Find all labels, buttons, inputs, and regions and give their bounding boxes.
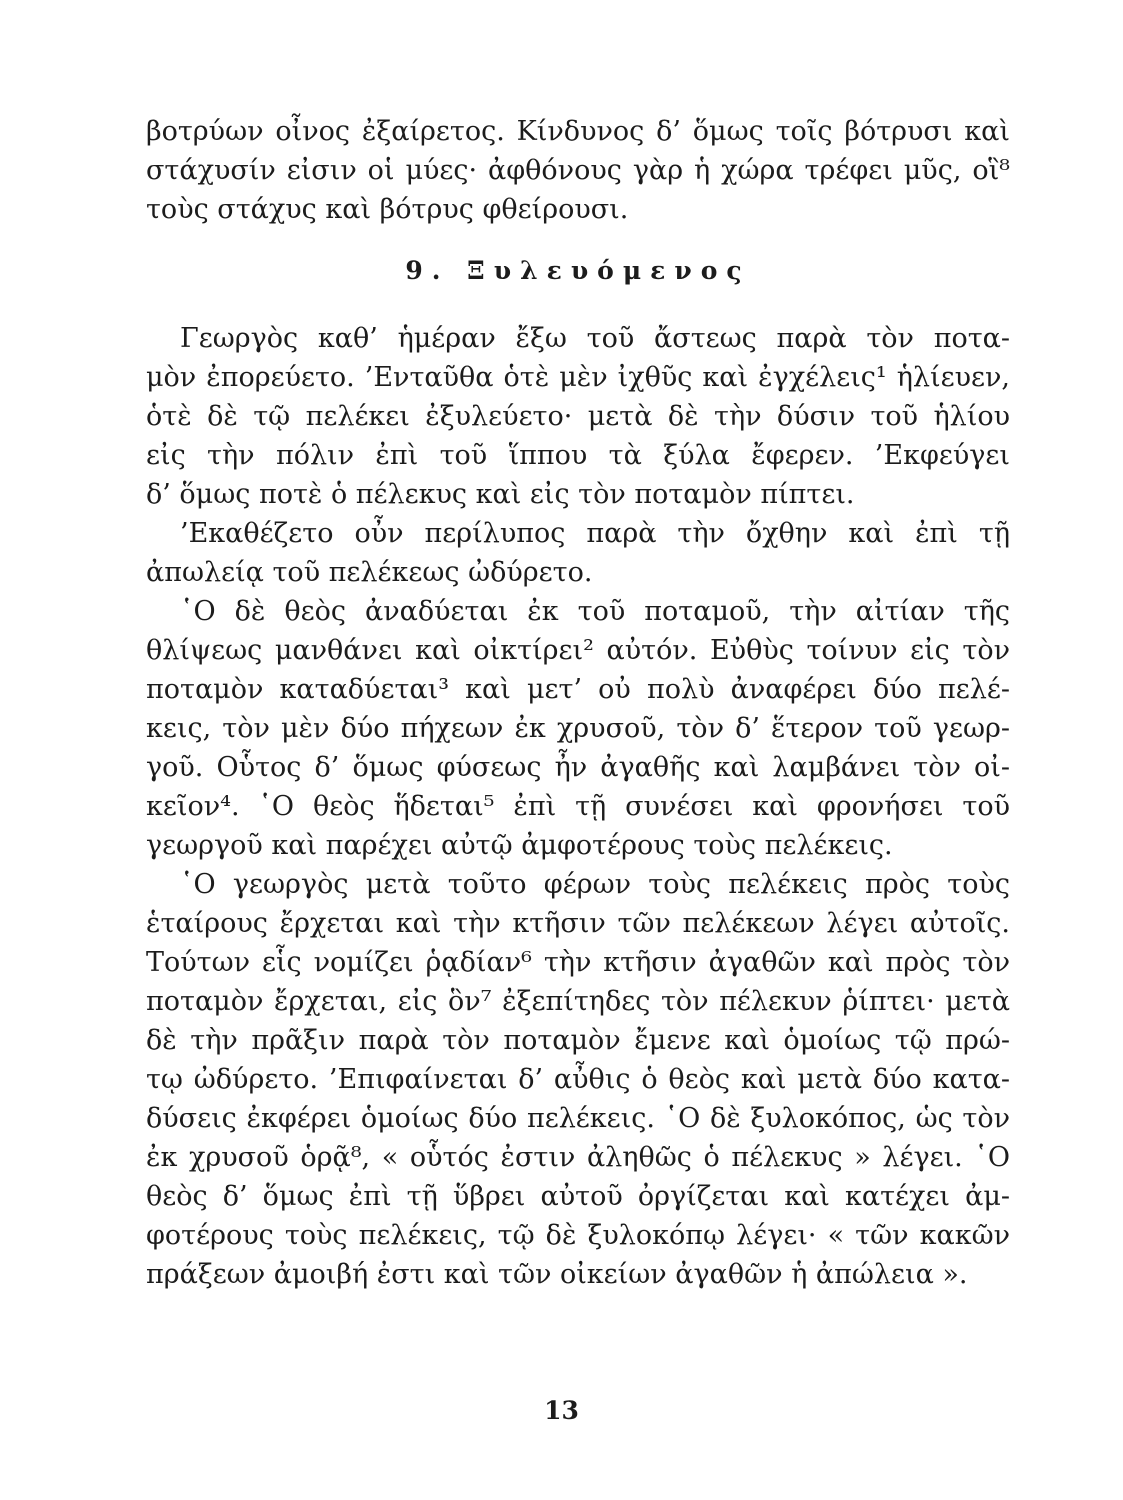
text-line: ὁτὲ δὲ τῷ πελέκει ἐξυλεύετο· μετὰ δὲ τὴν δύσιν τοῦ ἡλίου: [146, 401, 1010, 432]
story-paragraph-3: [146, 592, 1010, 865]
text-line: Γεωργὸς καθ’ ἡμέραν ἔξω τοῦ ἄστεως παρὰ τὸν ποτα-: [180, 323, 1010, 354]
text-line: τοὺς στάχυς καὶ βότρυς φθείρουσι.: [146, 194, 629, 225]
text-line: γεωργοῦ καὶ παρέχει αὐτῷ ἀμφοτέρους τοὺς πελέκεις.: [146, 830, 893, 861]
text-line: δύσεις ἐκφέρει ὁμοίως δύο πελέκεις. ῾Ο δὲ ξυλοκόπος, ὡς τὸν: [146, 1103, 1010, 1134]
text-line: πράξεων ἀμοιβή ἐστι καὶ τῶν οἰκείων ἀγαθῶν ἡ ἀπώλεια ».: [146, 1259, 968, 1290]
story-paragraph-1: [146, 319, 1010, 514]
text-line: στάχυσίν εἰσιν οἱ μύες· ἀφθόνους γὰρ ἡ χώρα τρέφει μῦς, οἳ⁸: [146, 155, 1010, 186]
text-line: ’Εκαθέζετο οὖν περίλυπος παρὰ τὴν ὄχθην καὶ ἐπὶ τῇ: [180, 518, 1010, 549]
text-line: ῾Ο δὲ θεὸς ἀναδύεται ἐκ τοῦ ποταμοῦ, τὴν αἰτίαν τῆς: [180, 596, 1010, 627]
page-text: [146, 112, 1010, 1294]
text-line: θλίψεως μανθάνει καὶ οἰκτίρει² αὐτόν. Εὐθὺς τοίνυν εἰς τὸν: [146, 635, 1010, 666]
story-paragraph-2: [146, 514, 1010, 592]
text-line: τῳ ὠδύρετο. ’Επιφαίνεται δ’ αὖθις ὁ θεὸς καὶ μετὰ δύο κατα-: [146, 1064, 1010, 1095]
story-paragraph-4: [146, 865, 1010, 1294]
text-line: ἀπωλείᾳ τοῦ πελέκεως ὠδύρετο.: [146, 557, 593, 588]
text-line: εἰς τὴν πόλιν ἐπὶ τοῦ ἵππου τὰ ξύλα ἔφερεν. ’Εκφεύγει: [146, 440, 1010, 471]
text-line: ποταμὸν ἔρχεται, εἰς ὃν⁷ ἐξεπίτηδες τὸν πέλεκυν ῥίπτει· μετὰ: [146, 986, 1010, 1017]
text-line: δ’ ὅμως ποτὲ ὁ πέλεκυς καὶ εἰς τὸν ποταμὸν πίπτει.: [146, 479, 855, 510]
text-line: ποταμὸν καταδύεται³ καὶ μετ’ οὐ πολὺ ἀναφέρει δύο πελέ-: [146, 674, 1010, 705]
text-line: φοτέρους τοὺς πελέκεις, τῷ δὲ ξυλοκόπῳ λέγει· « τῶν κακῶν: [146, 1220, 1010, 1251]
passage-top: [146, 112, 1010, 229]
text-line: ῾Ο γεωργὸς μετὰ τοῦτο φέρων τοὺς πελέκεις πρὸς τοὺς: [180, 869, 1010, 900]
text-line: κεῖον⁴. ῾Ο θεὸς ἥδεται⁵ ἐπὶ τῇ συνέσει καὶ φρονήσει τοῦ: [146, 791, 1010, 822]
text-line: κεις, τὸν μὲν δύο πήχεων ἐκ χρυσοῦ, τὸν δ’ ἕτερον τοῦ γεωρ-: [146, 713, 1010, 744]
text-line: Τούτων εἷς νομίζει ῥᾳδίαν⁶ τὴν κτῆσιν ἀγαθῶν καὶ πρὸς τὸν: [146, 947, 1010, 978]
text-line: θεὸς δ’ ὅμως ἐπὶ τῇ ὕβρει αὐτοῦ ὀργίζεται καὶ κατέχει ἀμ-: [146, 1181, 1010, 1212]
text-line: μὸν ἐπορεύετο. ’Ενταῦθα ὁτὲ μὲν ἰχθῦς καὶ ἐγχέλεις¹ ἡλίευεν,: [146, 362, 1010, 393]
text-line: ἑταίρους ἔρχεται καὶ τὴν κτῆσιν τῶν πελέκεων λέγει αὐτοῖς.: [146, 908, 1010, 939]
text-line: δὲ τὴν πρᾶξιν παρὰ τὸν ποταμὸν ἔμενε καὶ ὁμοίως τῷ πρώ-: [146, 1025, 1010, 1056]
page-number: 13: [544, 1396, 579, 1425]
text-line: ἐκ χρυσοῦ ὁρᾷ⁸, « οὗτός ἐστιν ἀληθῶς ὁ πέλεκυς » λέγει. ῾Ο: [146, 1142, 1010, 1173]
text-line: γοῦ. Οὗτος δ’ ὅμως φύσεως ἦν ἀγαθῆς καὶ λαμβάνει τὸν οἰ-: [146, 752, 1010, 783]
section-heading: 9. Ξυλευόμενος: [405, 256, 751, 285]
text-line: βοτρύων οἶνος ἐξαίρετος. Κίνδυνος δ’ ὅμως τοῖς βότρυσι καὶ: [146, 116, 1010, 147]
